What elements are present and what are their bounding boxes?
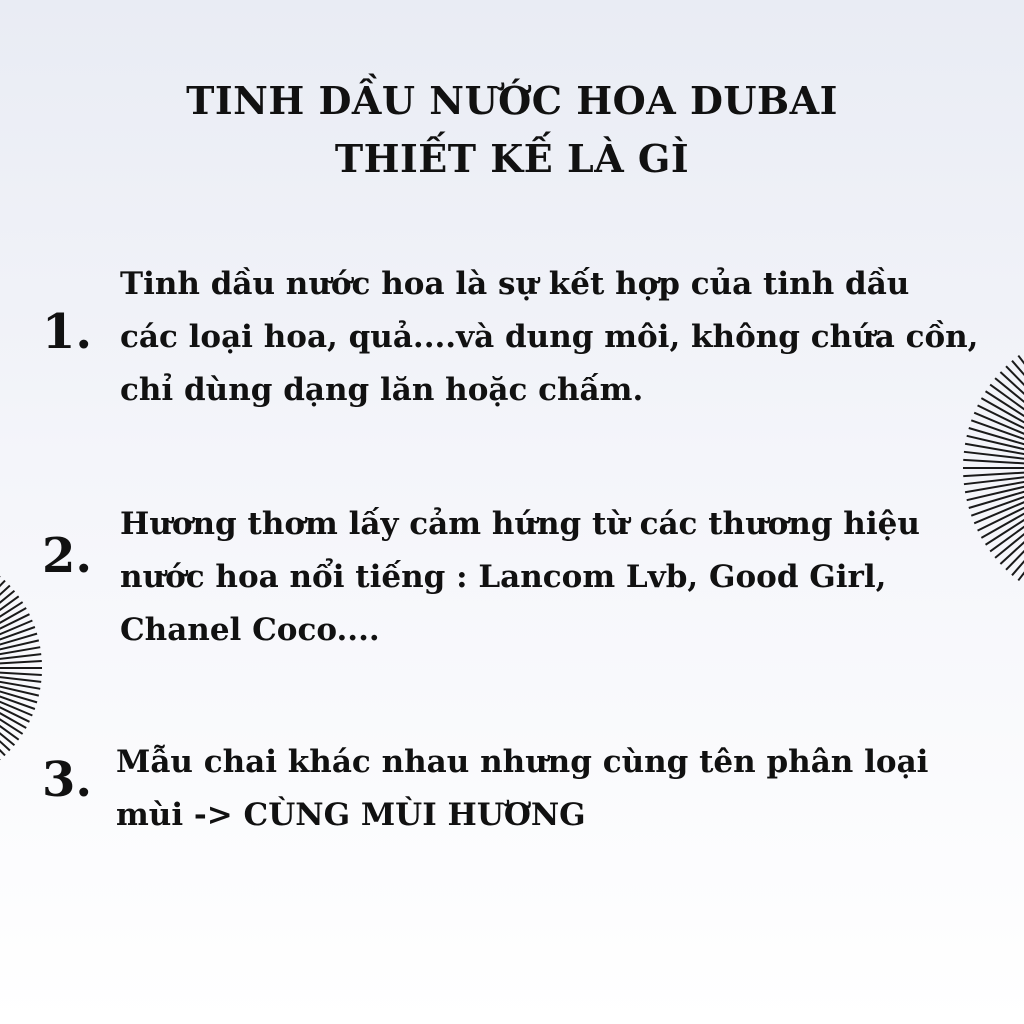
item-text-line: Hương thơm lấy cảm hứng từ các thương hiệu <box>120 506 920 542</box>
item-text-line: mùi -> CÙNG MÙI HƯƠNG <box>116 797 586 833</box>
item-text <box>120 258 979 417</box>
item-text-line: Mẫu chai khác nhau nhưng cùng tên phân loại <box>116 744 929 780</box>
burst-ray <box>0 661 42 665</box>
item-text-line: chỉ dùng dạng lăn hoặc chấm. <box>120 372 644 408</box>
burst-ray <box>963 471 1024 476</box>
item-number: 3. <box>42 752 93 808</box>
left-line-burst <box>0 546 42 790</box>
page-title <box>0 72 1024 188</box>
item-number: 2. <box>42 528 93 584</box>
item-text <box>120 498 970 657</box>
burst-ray <box>0 671 42 675</box>
item-number: 1. <box>42 304 93 360</box>
title-line-1: TINH DẦU NƯỚC HOA DUBAI <box>186 78 838 123</box>
burst-ray <box>963 460 1024 465</box>
right-line-burst <box>963 326 1024 610</box>
item-text-line: các loại hoa, quả....và dung môi, không chứa cồn, <box>120 319 979 355</box>
item-text-line: Chanel Coco.... <box>120 612 380 648</box>
item-text-line: nước hoa nổi tiếng : Lancom Lvb, Good Girl, <box>120 559 887 595</box>
item-text <box>116 736 966 842</box>
title-line-2: THIẾT KẾ LÀ GÌ <box>334 136 690 181</box>
item-text-line: Tinh dầu nước hoa là sự kết hợp của tinh dầu <box>120 266 910 302</box>
